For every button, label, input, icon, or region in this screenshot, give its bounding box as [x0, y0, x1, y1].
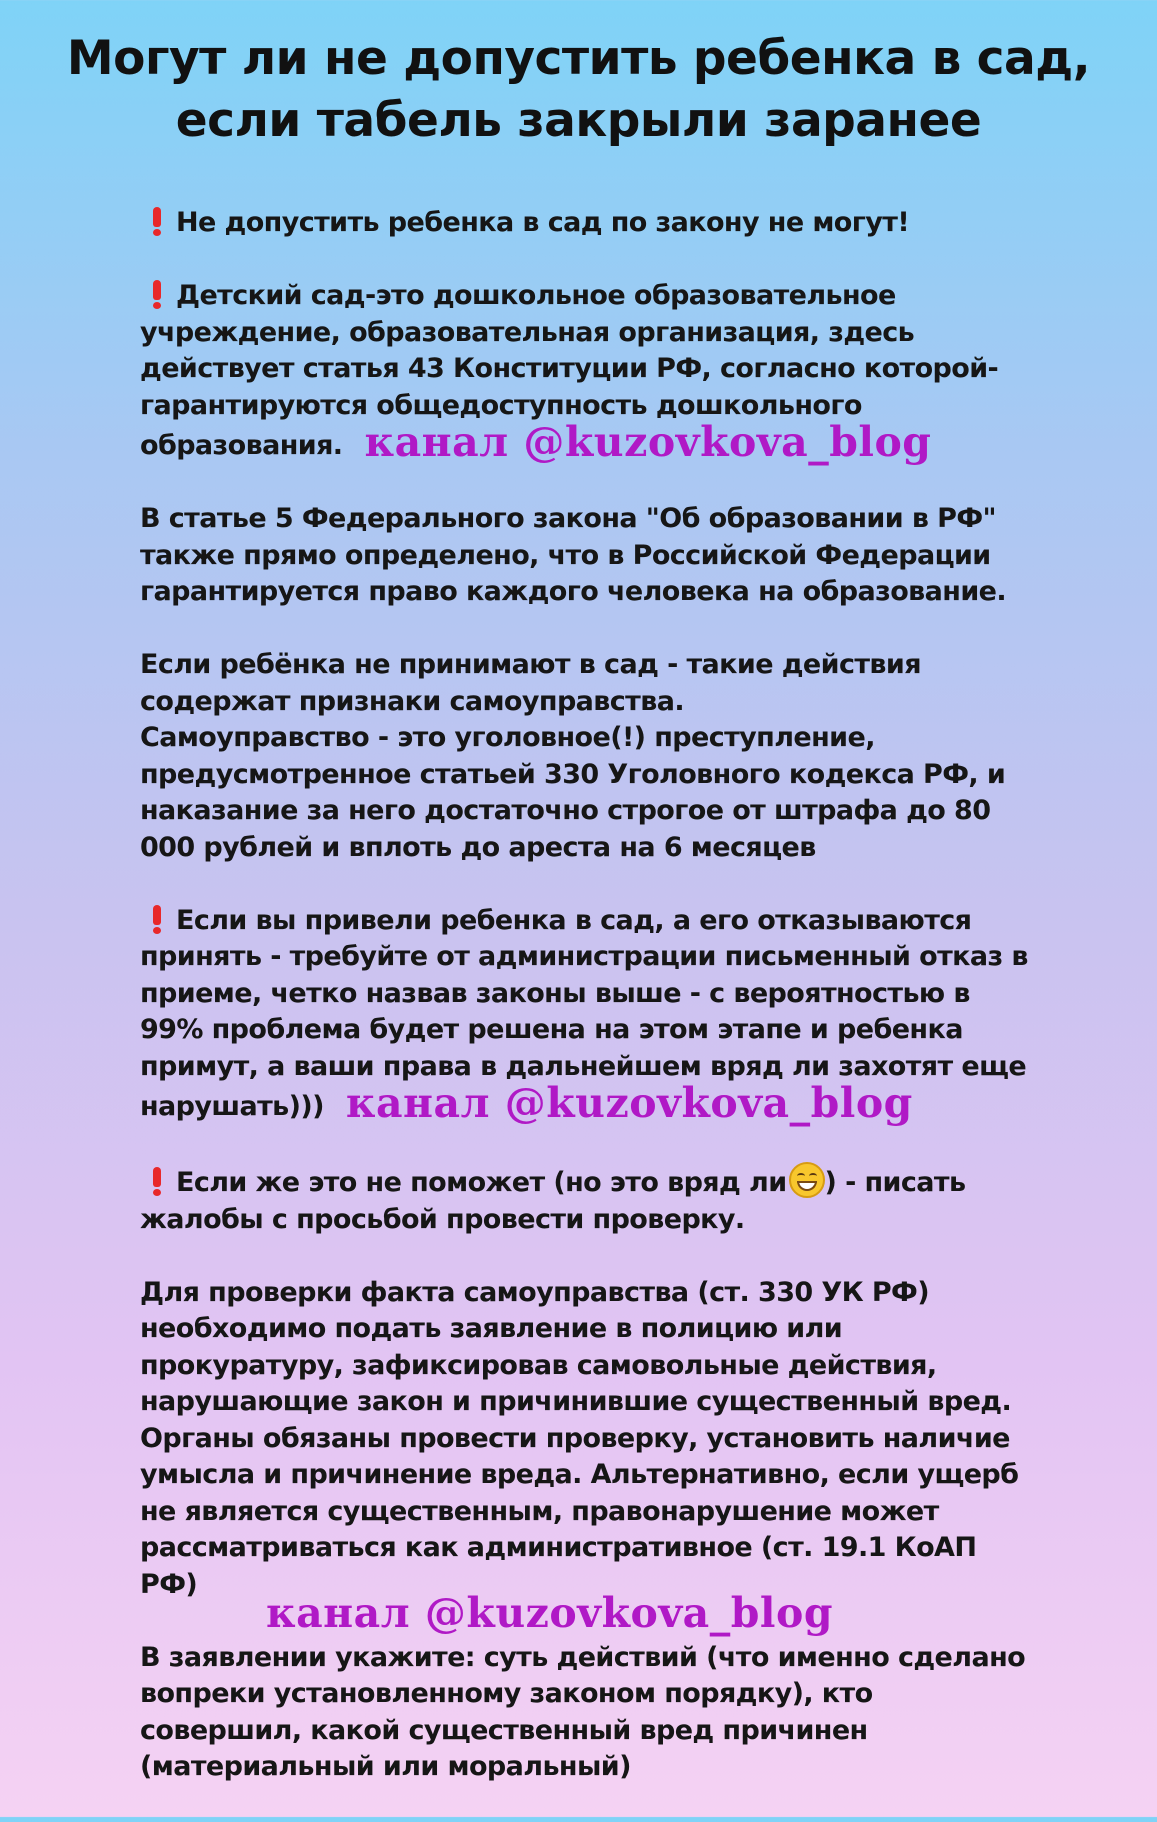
watermark: канал @kuzovkova_blog — [345, 1079, 913, 1127]
paragraph-text: ) - писать жалобы с просьбой провести проверку. — [140, 1167, 966, 1235]
paragraph-not-allowed — [140, 205, 1040, 242]
paragraph-text: Если ребёнка не принимают в сад - такие действия содержат признаки самоуправства. — [140, 649, 921, 717]
watermark: канал @kuzovkova_blog — [364, 418, 932, 466]
exclamation-mark-icon — [152, 280, 162, 308]
watermark: канал @kuzovkova_blog — [266, 1589, 834, 1637]
paragraph-text: Если же это не поможет (но это вряд ли — [176, 1167, 787, 1198]
paragraph-text: В статье 5 Федерального закона "Об образовании в РФ" также прямо определено, что в Российской Федерации гарантируется право каждого человека на образование. — [140, 503, 1007, 607]
paragraph-education-law — [140, 501, 1040, 611]
paragraph-text: Для проверки факта самоуправства (ст. 330 УК РФ) необходимо подать заявление в полицию или прокуратуру, зафиксировав самовольные действия, нарушающие закон и причинившие существенный вред. Органы обязаны провести проверку, установить наличие умысла и причинение вреда. Альтернативно, если ущерб не является существенным, правонарушение может рассматриваться как административное (ст. 19.1 КоАП РФ) — [140, 1276, 1019, 1600]
paragraph-self-will — [140, 647, 1040, 866]
paragraph-police-report — [140, 1275, 1040, 1604]
grinning-face-icon — [789, 1162, 825, 1198]
paragraph-statement — [140, 1640, 1040, 1786]
paragraph-written-refusal — [140, 903, 1040, 1126]
paragraph-text: Не допустить ребенка в сад по закону не могут! — [176, 207, 910, 238]
exclamation-mark-icon — [152, 905, 162, 933]
paragraph-text: Если вы привели ребенка в сад, а его отказываются принять - требуйте от администрации письменный отказ в приеме, четко назвав законы выше - с вероятностью в 99% проблема будет решена на этом этапе и ребенка примут, а ваши права в дальнейшем вряд ли захотят еще нарушать))) — [140, 904, 1028, 1122]
exclamation-mark-icon — [152, 207, 162, 235]
article-body — [140, 205, 1040, 1822]
paragraph-text: В заявлении укажите: суть действий (что именно сделано вопреки установленному законом порядку), кто совершил, какой существенный вред причинен (материальный или моральный) — [140, 1641, 1026, 1782]
paragraph-complaints — [140, 1162, 1040, 1238]
exclamation-mark-icon — [152, 1167, 162, 1195]
paragraph-text: Самоуправство - это уголовное(!) преступление, предусмотренное статьей 330 Уголовного кодекса РФ, и наказание за него достаточно строгое от штрафа до 80 000 рублей и вплоть до ареста на 6 месяцев — [140, 722, 1006, 863]
paragraph-text: Детский сад-это дошкольное образовательное учреждение, образовательная организация, здесь действует статья 43 Конституции РФ, согласно которой- гарантируются общедоступность дошкольного образования. — [140, 280, 999, 461]
paragraph-constitution — [140, 278, 1040, 465]
page-title: Могут ли не допустить ребенка в сад, если табель закрыли заранее — [66, 31, 1091, 148]
